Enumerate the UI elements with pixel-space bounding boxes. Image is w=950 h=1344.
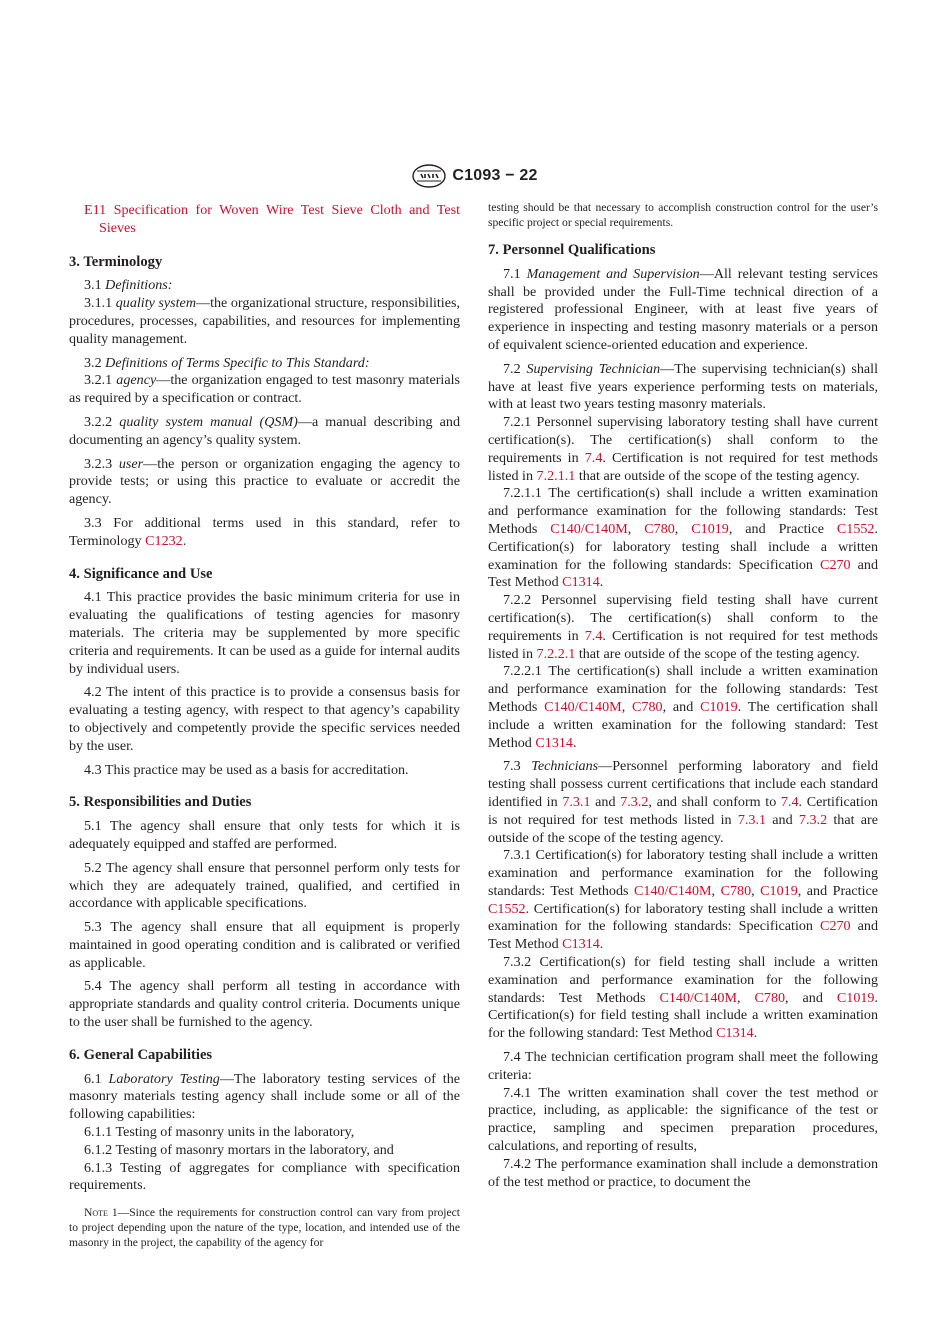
- para-7-2-2: 7.2.2 Personnel supervising field testing shall have current certification(s). The certification(s) shall conform to the requirements in 7.4. Certification is not required for test methods listed in 7.2.2.1 that are outside of the scope of the testing agency.: [488, 592, 878, 662]
- ref-link-7-4[interactable]: 7.4: [780, 793, 799, 810]
- ref-link-c1314[interactable]: C1314: [562, 574, 600, 591]
- para-7-2-1: 7.2.1 Personnel supervising laboratory testing shall have current certification(s). The certification(s) shall conform to the requirements in 7.4. Certification is not required for test methods listed in 7.2.1.1 that are outside of the scope of the testing agency.: [488, 414, 878, 484]
- para-3-2-3: 3.2.3 user—the person or organization engaging the agency to provide tests; or using this practice to evaluate or accredit the agency.: [69, 455, 460, 508]
- para-5-1: 5.1 The agency shall ensure that only tests for which it is adequately equipped and staffed are performed.: [69, 818, 460, 852]
- ref-link-c140[interactable]: C140/C140M: [659, 989, 737, 1006]
- ref-link-c1314[interactable]: C1314: [562, 936, 600, 953]
- note-label: Note 1: [84, 1206, 118, 1220]
- astm-logo-icon: [412, 164, 446, 188]
- para-3-2-1: 3.2.1 agency—the organization engaged to test masonry materials as required by a specification or contract.: [69, 372, 460, 407]
- ref-link-c1314[interactable]: C1314: [716, 1025, 754, 1042]
- ref-link-c140[interactable]: C140/C140M: [544, 698, 622, 715]
- ref-link-7-2-2-1[interactable]: 7.2.2.1: [536, 645, 576, 662]
- para-7-4: 7.4 The technician certification program shall meet the following criteria:: [488, 1049, 878, 1083]
- note-1-continuation: testing should be that necessary to accomplish construction control for the user’s specific project or special requirements.: [488, 201, 878, 229]
- ref-link-7-3-1[interactable]: 7.3.1: [737, 811, 767, 828]
- ref-link-7-2-1-1[interactable]: 7.2.1.1: [536, 467, 576, 484]
- ref-link-e11[interactable]: E11: [84, 202, 107, 218]
- ref-link-c1019[interactable]: C1019: [836, 989, 875, 1006]
- para-3-1-1: 3.1.1 quality system—the organizational structure, responsibilities, procedures, processes, capabilities, and resources for implementing quality management.: [69, 295, 460, 347]
- ref-link-c780[interactable]: C780: [754, 989, 786, 1006]
- para-4-3: 4.3 This practice may be used as a basis for accreditation.: [84, 761, 409, 778]
- ref-link-c1232[interactable]: C1232: [145, 532, 183, 549]
- ref-link-c780[interactable]: C780: [644, 520, 675, 537]
- para-5-4: 5.4 The agency shall perform all testing in accordance with appropriate standards and quality control criteria. Documents unique to the user shall be furnished to the agency.: [69, 978, 460, 1031]
- ref-link-7-3-2[interactable]: 7.3.2: [620, 793, 649, 810]
- para-7-3: 7.3 Technicians—Personnel performing laboratory and field testing shall possess current certifications that include each standard identified in 7.3.1 and 7.3.2, and shall conform to 7.4. Certification is not required for test methods listed in 7.3.1 and 7.3.2 that are outside of the scope of the testing agency.: [488, 758, 879, 846]
- page-header: [0, 164, 950, 188]
- ref-link-c140[interactable]: C140/C140M: [634, 882, 712, 899]
- ref-link-c1019[interactable]: C1019: [700, 698, 738, 715]
- ref-link-c140[interactable]: C140/C140M: [550, 520, 628, 537]
- para-7-3-2: 7.3.2 Certification(s) for field testing shall include a written examination and performance examination for the following standards: Test Methods C140/C140M, C780, and C1019. Certification(s) for field testing shall include a written examination for the following standard: Test Method C1314.: [488, 954, 879, 1042]
- ref-link-7-4[interactable]: 7.4: [584, 627, 603, 644]
- para-3-2: 3.2 Definitions of Terms Specific to This Standard:: [84, 354, 370, 371]
- ref-link-c780[interactable]: C780: [632, 698, 663, 715]
- para-7-2: 7.2 Supervising Technician—The supervising technician(s) shall have at least five years experience performing tests on materials, with at least two years testing masonry materials.: [488, 360, 878, 413]
- para-4-2: 4.2 The intent of this practice is to provide a consensus basis for evaluating a testing agency, with respect to that agency’s capability to objectively and competently provide the specific services needed by the user.: [69, 684, 460, 754]
- para-7-4-1: 7.4.1 The written examination shall cover the test method or practice, including, as applicable: the significance of the test or practice, sampling and specimen preparation procedures, calculations, and reporting of results,: [488, 1084, 878, 1155]
- left-column: [69, 200, 461, 1250]
- right-column: [488, 200, 878, 1242]
- section-3-heading: 3. Terminology: [69, 253, 163, 270]
- para-4-1: 4.1 This practice provides the basic minimum criteria for use in evaluating the qualifications of testing agencies for masonry materials. The criteria may be supplemented by more specific criteria and requirements. It can be used as a guide for internal audits by individual users.: [69, 589, 460, 677]
- para-6-1: 6.1 Laboratory Testing—The laboratory testing services of the masonry materials testing agency shall include some or all of the following capabilities:: [69, 1070, 460, 1123]
- para-3-2-2: 3.2.2 quality system manual (QSM)—a manual describing and documenting an agency’s quality system.: [69, 413, 461, 448]
- ref-link-c270[interactable]: C270: [820, 556, 851, 573]
- ref-link-7-4[interactable]: 7.4: [584, 449, 603, 466]
- ref-link-c780[interactable]: C780: [720, 882, 752, 899]
- ref-link-c1552[interactable]: C1552: [836, 520, 875, 537]
- para-3-1: 3.1 Definitions:: [84, 277, 173, 294]
- ref-link-7-3-1[interactable]: 7.3.1: [562, 793, 591, 810]
- para-3-3: 3.3 For additional terms used in this standard, refer to Terminology C1232.: [69, 514, 460, 549]
- section-6-heading: 6. General Capabilities: [69, 1046, 213, 1063]
- ref-link-c1314[interactable]: C1314: [535, 734, 573, 751]
- para-6-1-3: 6.1.3 Testing of aggregates for compliance with specification requirements.: [69, 1159, 460, 1194]
- section-5-heading: 5. Responsibilities and Duties: [69, 794, 252, 811]
- note-1: Note 1—Since the requirements for construction control can vary from project to project depending upon the nature of the type, location, and intended use of the masonry in the project, the capability of the agency for: [69, 1206, 460, 1250]
- para-7-1: 7.1 Management and Supervision—All relevant testing services shall be provided under the Full-Time technical direction of a registered professional Engineer, with at least five years of experience in inspecting and testing masonry materials or a person of equivalent science-oriented education and experience.: [488, 265, 879, 353]
- para-7-2-2-1: 7.2.2.1 The certification(s) shall include a written examination and performance examination for the following standards: Test Methods C140/C140M, C780, and C1019. The certification shall include a written examination for the following standard: Test Method C1314.: [488, 663, 879, 751]
- ref-link-c1019[interactable]: C1019: [691, 520, 729, 537]
- para-5-2: 5.2 The agency shall ensure that personnel perform only tests for which they are adequately trained, qualified, and certified in accordance with applicable specifications.: [69, 859, 460, 912]
- para-7-3-1: 7.3.1 Certification(s) for laboratory testing shall include a written examination and performance examination for the following standards: Test Methods C140/C140M, C780, C1019, and Practice C1552. Certification(s) for laboratory testing shall include a written examination for the following standards: Specification C270 and Test Method C1314.: [488, 847, 879, 953]
- section-4-heading: 4. Significance and Use: [69, 565, 213, 582]
- para-6-1-1: 6.1.1 Testing of masonry units in the laboratory,: [84, 1124, 355, 1141]
- referenced-document-e11: E11 Specification for Woven Wire Test Sieve Cloth and Test Sieves: [84, 202, 460, 236]
- ref-link-c270[interactable]: C270: [820, 918, 851, 935]
- para-6-1-2: 6.1.2 Testing of masonry mortars in the laboratory, and: [84, 1141, 394, 1158]
- ref-link-c1552[interactable]: C1552: [488, 900, 526, 917]
- para-5-3: 5.3 The agency shall ensure that all equipment is properly maintained in good operating condition and is calibrated or verified as applicable.: [69, 919, 460, 971]
- section-7-heading: 7. Personnel Qualifications: [488, 242, 656, 258]
- para-7-2-1-1: 7.2.1.1 The certification(s) shall include a written examination and performance examination for the following standards: Test Methods C140/C140M, C780, C1019, and Practice C1552. Certification(s) for laboratory testing shall include a written examination for the following standards: Specification C270 and Test Method C1314.: [488, 485, 879, 591]
- document-id: C1093 − 22: [452, 167, 538, 184]
- ref-link-c1019[interactable]: C1019: [760, 882, 798, 899]
- ref-link-7-3-2[interactable]: 7.3.2: [798, 811, 828, 828]
- para-7-4-2: 7.4.2 The performance examination shall include a demonstration of the test method or practice, to document the: [488, 1155, 878, 1190]
